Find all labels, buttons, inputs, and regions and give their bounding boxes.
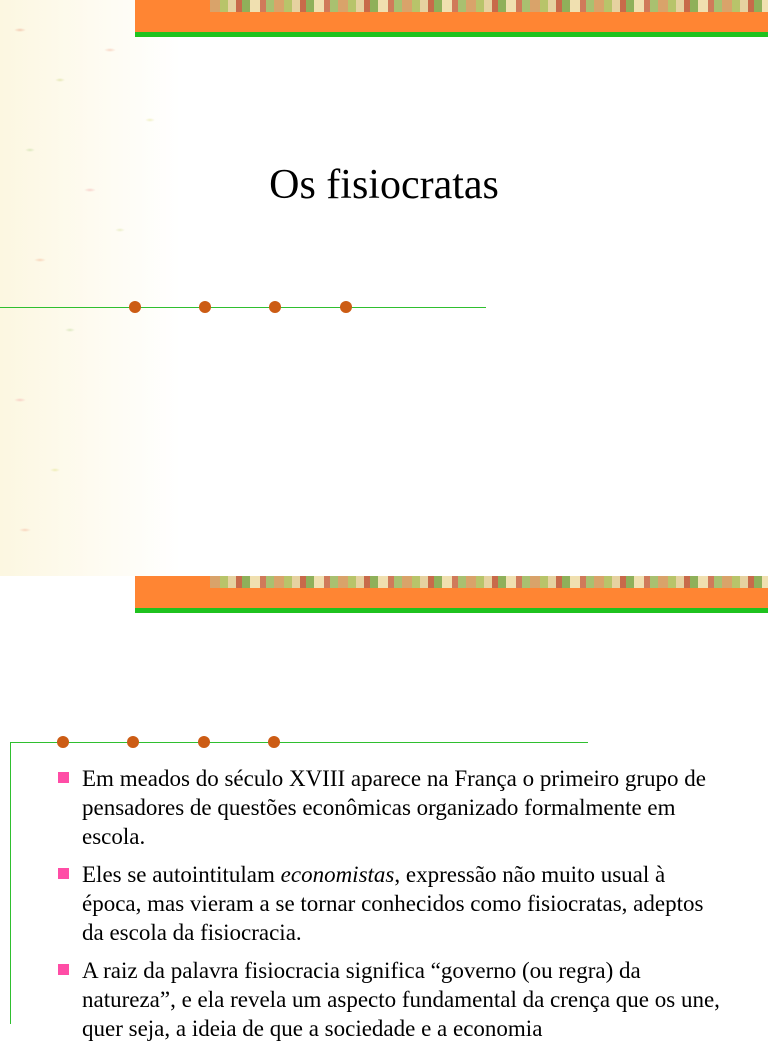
divider-dot — [57, 736, 69, 748]
bullet-text-before: Eles se autointitulam — [82, 862, 281, 887]
bullet-emphasis: economistas — [280, 862, 395, 887]
divider-dot — [127, 736, 139, 748]
title-divider-line — [0, 307, 486, 308]
header-green-rule — [135, 32, 768, 37]
header-orange-band — [135, 588, 768, 608]
divider-dot — [340, 301, 352, 313]
bullet-text-after: , expressão não muito usual à época, mas vieram a se tornar conhecidos como fisiocratas, adeptos da escola da fisiocracia. — [82, 862, 704, 945]
bullet-item — [58, 860, 728, 947]
floral-decoration — [0, 0, 190, 576]
bullet-item — [58, 764, 728, 851]
square-bullet-icon — [58, 964, 69, 975]
bullet-text: A raiz da palavra fisiocracia significa “governo (ou regra) da natureza”, e ela revela um aspecto fundamental da crença que os une, quer seja, a ideia de que a sociedade e a economia — [82, 958, 720, 1041]
divider-dot — [199, 301, 211, 313]
bullet-text: Em meados do século XVIII aparece na França o primeiro grupo de pensadores de questões econômicas organizado formalmente em escola. — [82, 766, 706, 849]
bullet-item — [58, 956, 728, 1043]
header-orange-band — [135, 12, 768, 32]
divider-dot — [269, 301, 281, 313]
square-bullet-icon — [58, 772, 69, 783]
bullet-list — [58, 764, 728, 1052]
header-flower-strip — [210, 0, 768, 12]
divider-dot — [129, 301, 141, 313]
content-frame-left-line — [10, 742, 11, 1024]
content-divider-line — [10, 742, 588, 743]
slide-title: Os fisiocratas — [269, 162, 499, 208]
divider-dot — [198, 736, 210, 748]
content-slide — [0, 576, 768, 1041]
divider-dot — [268, 736, 280, 748]
header-green-rule — [135, 608, 768, 613]
header-flower-strip — [210, 576, 768, 588]
square-bullet-icon — [58, 868, 69, 879]
